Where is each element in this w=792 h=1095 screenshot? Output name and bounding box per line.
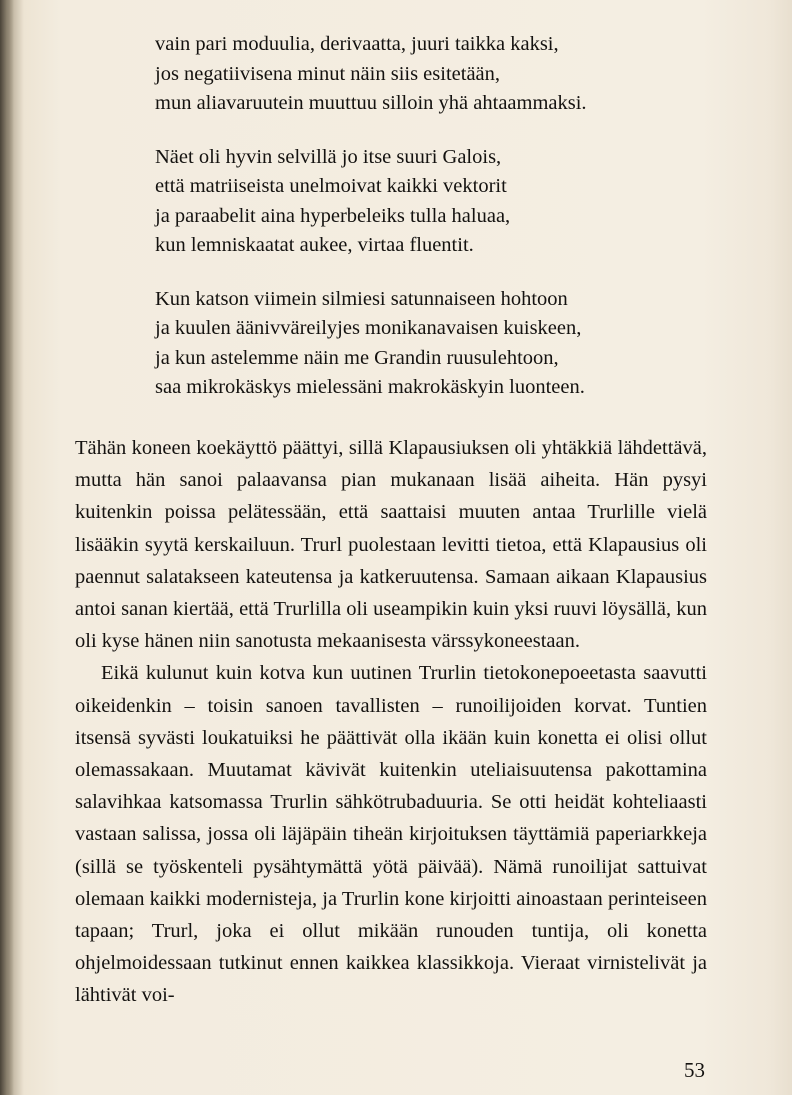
poem-stanza-3 bbox=[155, 285, 755, 403]
poem-stanza-2 bbox=[155, 143, 755, 261]
poem-line: ja kuulen äänivväreilyjes monikanavaisen kuiskeen, bbox=[155, 317, 582, 339]
poem-line: että matriiseista unelmoivat kaikki vektorit bbox=[155, 175, 507, 197]
poem-line: vain pari moduulia, derivaatta, juuri taikka kaksi, bbox=[155, 33, 559, 55]
poem-line: ja paraabelit aina hyperbeleiks tulla haluaa, bbox=[155, 204, 511, 227]
poem-line: saa mikrokäskys mielessäni makrokäskyin luonteen. bbox=[155, 376, 585, 398]
poem-line: ja kun astelemme näin me Grandin ruusulehtoon, bbox=[155, 346, 559, 369]
prose-block bbox=[75, 432, 707, 1012]
poem-line: Kun katson viimein silmiesi satunnaiseen hohtoon bbox=[155, 287, 568, 310]
poem-block bbox=[155, 30, 755, 427]
poem-stanza-1 bbox=[155, 30, 755, 119]
poem-line: jos negatiivisena minut näin siis esitetään, bbox=[155, 62, 501, 85]
prose-paragraph-2: Eikä kulunut kuin kotva kun uutinen Trurlin tietokonepoeetasta saavutti oikeidenkin – toisin sanoen tavallisten – runoilijoiden korvat. Tuntien itsensä syvästi loukatuiksi he päättivät olla ikään kuin konetta ei olisi ollut olemassakaan. Muutamat kävivät kuitenkin uteliaisuutensa pakottamina salavihkaa katsomassa Trurlin sähkötrubaduuria. Se otti heidät kohteliaasti vastaan salissa, jossa oli läjäpäin tiheän kirjoituksen täyttämiä paperiarkkeja (sillä se työskenteli pysähtymättä yötä päivää). Nämä runoilijat sattuivat olemaan kaikki modernisteja, ja Trurlin kone kirjoitti ainoastaan perinteiseen tapaan; Trurl, joka ei ollut mikään runouden tuntija, oli konetta ohjelmoidessaan tutkinut ennen kaikkea klassikkoja. Vieraat virnistelivät ja lähtivät voi- bbox=[75, 662, 707, 1007]
poem-line: Näet oli hyvin selvillä jo itse suuri Galois, bbox=[155, 145, 502, 168]
page-binding-shadow bbox=[0, 0, 14, 1095]
prose-paragraph-1: Tähän koneen koekäyttö päättyi, sillä Klapausiuksen oli yhtäkkiä lähdettävä, mutta hän sanoi palaavansa pian mukanaan lisää aiheita. Hän pysyi kuitenkin poissa pelätessään, että saattaisi muuten antaa Trurlille vielä lisääkin syytä kerskailuun. Trurl puolestaan levitti tietoa, että Klapausius oli paennut salatakseen kateutensa ja katkeruutensa. Samaan aikaan Klapausius antoi sanan kiertää, että Trurlilla oli useampikin kuin yksi ruuvi löysällä, kun oli kyse hänen niin sanotusta mekaanisesta värssykoneestaan. bbox=[75, 437, 707, 653]
poem-line: kun lemniskaatat aukee, virtaa fluentit. bbox=[155, 234, 474, 256]
page-number: 53 bbox=[684, 1058, 705, 1082]
poem-line: mun aliavaruutein muuttuu silloin yhä ahtaammaksi. bbox=[155, 92, 587, 114]
